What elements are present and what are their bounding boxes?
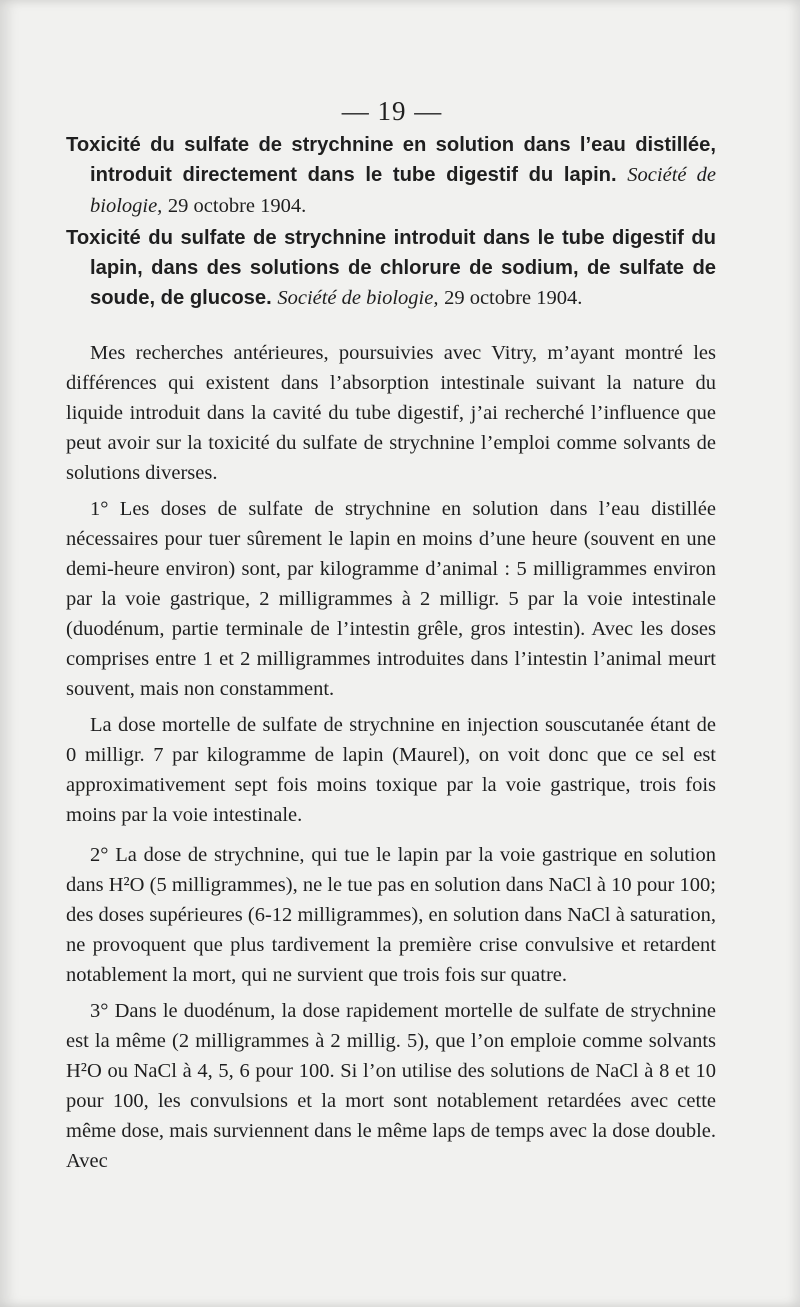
body-paragraph: 2° La dose de strychnine, qui tue le lapin par la voie gastrique en solution dans H²O (5 milligrammes), ne le tue pas en solution dans NaCl à 10 pour 100; des doses supérieures (6-12 milligrammes), en solution dans NaCl à saturation, ne provoquent que plus tardivement la première crise convulsive et retardent notablement la mort, qui ne survient que trois fois sur quatre. — [66, 843, 716, 986]
body-paragraph: La dose mortelle de sulfate de strychnine en injection souscutanée étant de 0 milligr. 7 par kilogramme de lapin (Maurel), on voit donc que ce sel est approximativement sept fois moins toxique par la voie gastrique, trois fois moins par la voie intestinale. — [66, 713, 716, 826]
bibliography-title: Toxicité du sulfate de strychnine introduit dans le tube digestif du lapin, dans des solutions de chlorure de sodium, de sulfate de soude, de glucose. — [66, 226, 716, 310]
bibliography-date: 29 octobre 1904. — [167, 194, 307, 217]
bibliography-source: Société de biologie, — [90, 164, 717, 217]
body-paragraph: 1° Les doses de sulfate de strychnine en solution dans l’eau distillée nécessaires pour tuer sûrement le lapin en moins d’une heure (souvent en une demi-heure environ) sont, par kilogramme d’animal : 5 milligrammes environ par la voie gastrique, 2 milligrammes à 2 milligr. 5 par la voie intestinale (duodénum, partie terminale de l’intestin grêle, gros intestin). Avec les doses comprises entre 1 et 2 milligrammes introduites dans l’intestin l’animal meurt souvent, mais non constamment. — [66, 497, 716, 700]
bibliography-source: Société de biologie, — [277, 287, 439, 310]
bibliography-date: 29 octobre 1904. — [444, 287, 583, 310]
body-paragraph: Mes recherches antérieures, poursuivies avec Vitry, m’ayant montré les différences qui existent dans l’absorption intestinale suivant la nature du liquide introduit dans la cavité du tube digestif, j’ai recherché l’influence que peut avoir sur la toxicité du sulfate de strychnine l’emploi comme solvants de solutions diverses. — [66, 341, 716, 484]
bibliography-list — [66, 130, 716, 314]
page-content — [66, 96, 716, 1176]
bibliography-title: Toxicité du sulfate de strychnine en solution dans l’eau distillée, introduit directement dans le tube digestif du lapin. — [66, 134, 716, 187]
bibliography-entry — [66, 130, 716, 221]
body-text — [66, 338, 716, 1176]
bibliography-entry — [66, 223, 716, 314]
body-paragraph: 3° Dans le duodénum, la dose rapidement mortelle de sulfate de strychnine est la même (2 milligrammes à 2 millig. 5), que l’on emploie comme solvants H²O ou NaCl à 4, 5, 6 pour 100. Si l’on utilise des solutions de NaCl à 8 et 10 pour 100, les convulsions et la mort sont notablement retardées avec cette même dose, mais surviennent dans le même laps de temps avec la dose double. Avec — [66, 999, 716, 1172]
page-number: — 19 — — [341, 96, 443, 126]
